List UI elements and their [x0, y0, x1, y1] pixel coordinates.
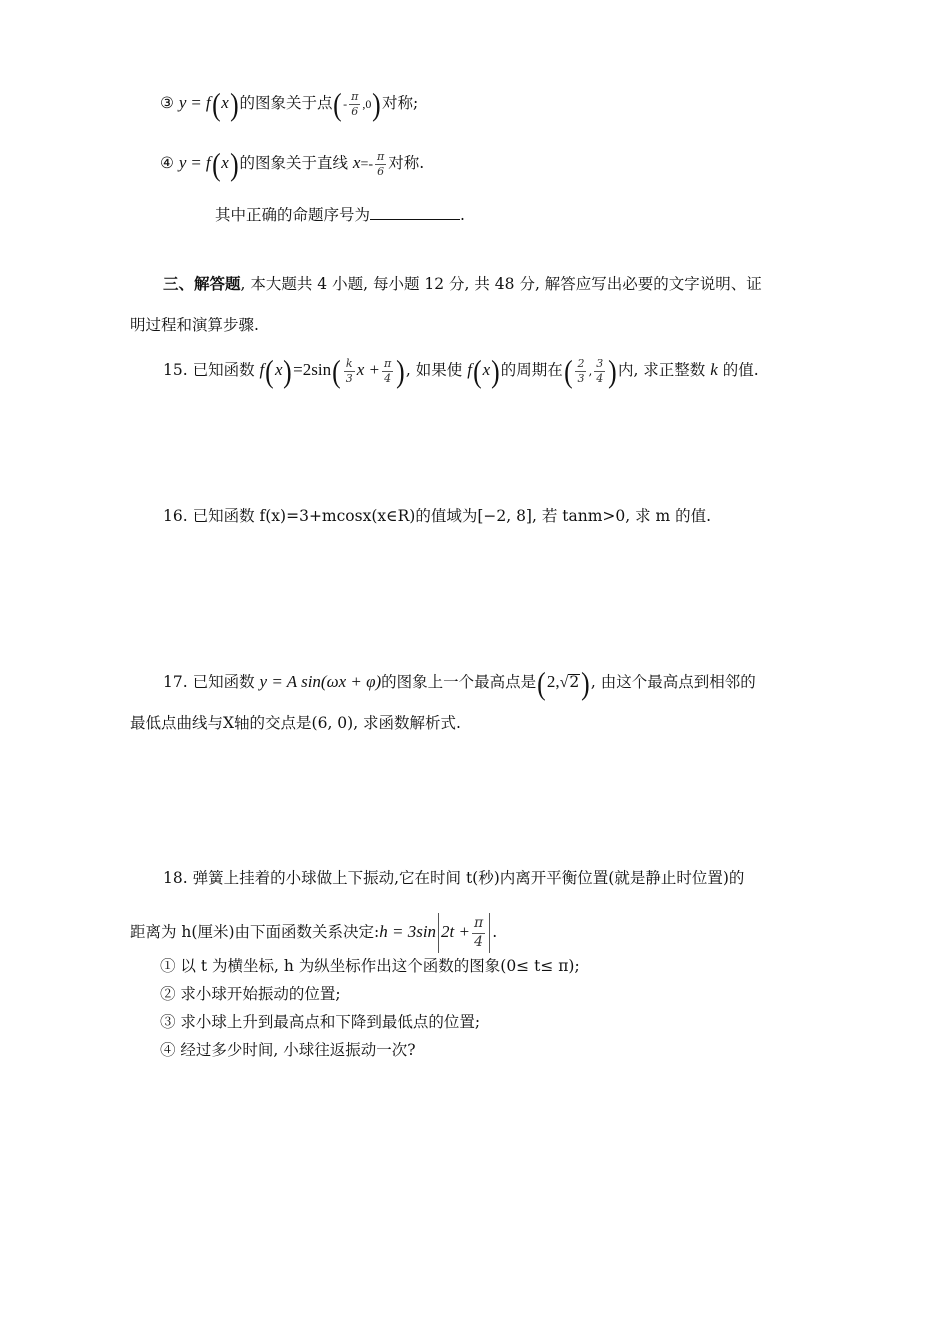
math-x: x	[221, 153, 229, 172]
section-title: 三、解答题	[163, 274, 241, 293]
q17-formula: y = A sin(ωx + φ)	[259, 672, 382, 691]
fraction-pi-6	[375, 150, 386, 179]
q17-line-2: 最低点曲线与X轴的交点是(6, 0), 求函数解析式.	[130, 714, 461, 732]
q18-item-2: ② 求小球开始振动的位置;	[160, 985, 341, 1003]
item-marker: ④	[160, 154, 174, 172]
q16-text: 已知函数 f(x)=3+mcosx(x∈R)的值域为[−2, 8], 若 tanm>0, 求 m 的值.	[192, 507, 712, 525]
question-number: 15.	[163, 361, 188, 379]
fraction-3-4	[594, 357, 605, 386]
denominator: 6	[377, 164, 385, 178]
math-eq: =	[191, 93, 201, 112]
math-eqneg: =-	[360, 157, 374, 172]
paren-right: )	[581, 665, 590, 701]
math-2sin: =2sin	[293, 360, 332, 379]
numerator: π	[351, 89, 359, 103]
item-text: 的图象关于点	[239, 94, 333, 112]
fraction-pi-4	[472, 915, 485, 951]
numerator: 2	[577, 356, 585, 370]
math-y: y	[178, 153, 187, 172]
paren-right: )	[608, 353, 617, 389]
q15-text-2: , 如果使	[405, 361, 463, 379]
math-x: x	[221, 93, 229, 112]
math-x: x	[482, 360, 491, 379]
denominator: 4	[596, 371, 604, 385]
paren-left: (	[473, 353, 482, 389]
question-17	[163, 667, 756, 699]
paren-right: )	[229, 146, 239, 182]
q18-line-2-end: .	[492, 923, 498, 941]
item-marker: ③	[160, 94, 174, 112]
q18-line-2	[130, 913, 497, 953]
q15-text-1: 已知函数	[192, 361, 255, 379]
numerator: π	[377, 149, 385, 163]
sqrt-symbol: √	[559, 674, 569, 691]
numerator: k	[344, 357, 355, 372]
fraction-pi-6	[349, 90, 360, 119]
math-f: f	[259, 360, 265, 379]
math-y: y	[178, 93, 187, 112]
q15-text-5: 的值.	[722, 361, 759, 379]
math-k: k	[710, 360, 718, 379]
question-15	[163, 355, 759, 387]
answer-text: 其中正确的命题序号为	[215, 206, 371, 224]
item-tail: 对称.	[388, 154, 425, 172]
q17-text-1: 已知函数	[192, 673, 255, 691]
bracket-left	[438, 913, 439, 953]
fraction-k-3	[344, 357, 355, 386]
q14-answer-prompt	[215, 205, 465, 224]
paren-left: (	[211, 146, 221, 182]
question-number: 16.	[163, 507, 188, 525]
paren-left: (	[265, 353, 274, 389]
q14-item-3	[160, 88, 418, 120]
numerator: π	[472, 915, 485, 934]
question-16	[163, 509, 711, 525]
paren-left: (	[563, 353, 573, 389]
q18-line-2-text: 距离为 h(厘米)由下面函数关系决定:	[130, 923, 380, 941]
sqrt-value: 2	[569, 673, 580, 691]
denominator: 3	[345, 371, 353, 385]
section-desc: , 本大题共 4 小题, 每小题 12 分, 共 48 分, 解答应写出必要的文字说明、证	[240, 275, 762, 293]
item-tail: 对称;	[382, 94, 419, 112]
denominator: 4	[474, 933, 484, 950]
q18-item-4: ④ 经过多少时间, 小球往返振动一次?	[160, 1041, 416, 1059]
q14-item-4	[160, 148, 424, 180]
answer-end: .	[460, 206, 465, 224]
paren-right: )	[396, 353, 405, 389]
q18-item-3: ③ 求小球上升到最高点和下降到最低点的位置;	[160, 1013, 481, 1031]
denominator: 4	[384, 371, 392, 385]
section-3-header	[163, 276, 762, 293]
math-x-var: x	[352, 153, 361, 172]
math-zero: ,0	[362, 97, 372, 111]
paren-left: (	[333, 86, 343, 122]
denominator: 6	[351, 104, 359, 118]
math-neg: -	[343, 97, 348, 111]
paren-right: )	[283, 353, 293, 389]
paren-right: )	[491, 353, 500, 389]
denominator: 3	[577, 371, 585, 385]
question-number: 17.	[163, 673, 188, 691]
numerator: π	[384, 356, 392, 370]
math-f: f	[467, 360, 472, 379]
paren-left: (	[332, 353, 341, 389]
bracket-right	[489, 913, 490, 953]
point-x: 2,	[546, 672, 560, 691]
q18-line-1: 弹簧上挂着的小球做上下振动,它在时间 t(秒)内离开平衡位置(就是静止时位置)的	[192, 869, 745, 887]
paren-left: (	[537, 665, 546, 701]
q18-formula-inner: 2t +	[441, 922, 470, 941]
q18-item-1: ① 以 t 为横坐标, h 为纵坐标作出这个函数的图象(0≤ t≤ π);	[160, 957, 580, 975]
comma: ,	[588, 364, 593, 378]
question-18	[163, 871, 744, 887]
math-f: f	[205, 93, 211, 112]
q18-formula-h: h = 3sin	[379, 922, 437, 941]
answer-blank	[370, 205, 460, 220]
paren-right: )	[372, 86, 381, 122]
q15-text-3: 的周期在	[500, 361, 563, 379]
q17-text-3: , 由这个最高点到相邻的	[590, 673, 756, 691]
item-text: 的图象关于直线	[239, 154, 348, 172]
math-x: x	[274, 360, 283, 379]
paren-right: )	[229, 86, 239, 122]
math-f: f	[205, 153, 211, 172]
q17-text-2: 的图象上一个最高点是	[381, 673, 537, 691]
fraction-2-3	[575, 357, 586, 386]
math-x-plus: x +	[356, 360, 381, 379]
section-3-desc-line2: 明过程和演算步骤.	[130, 316, 259, 334]
numerator: 3	[596, 356, 604, 370]
q15-text-4: 内, 求正整数	[617, 361, 706, 379]
math-eq: =	[191, 153, 201, 172]
paren-left: (	[211, 86, 221, 122]
fraction-pi-4	[382, 357, 393, 386]
question-number: 18.	[163, 869, 188, 887]
